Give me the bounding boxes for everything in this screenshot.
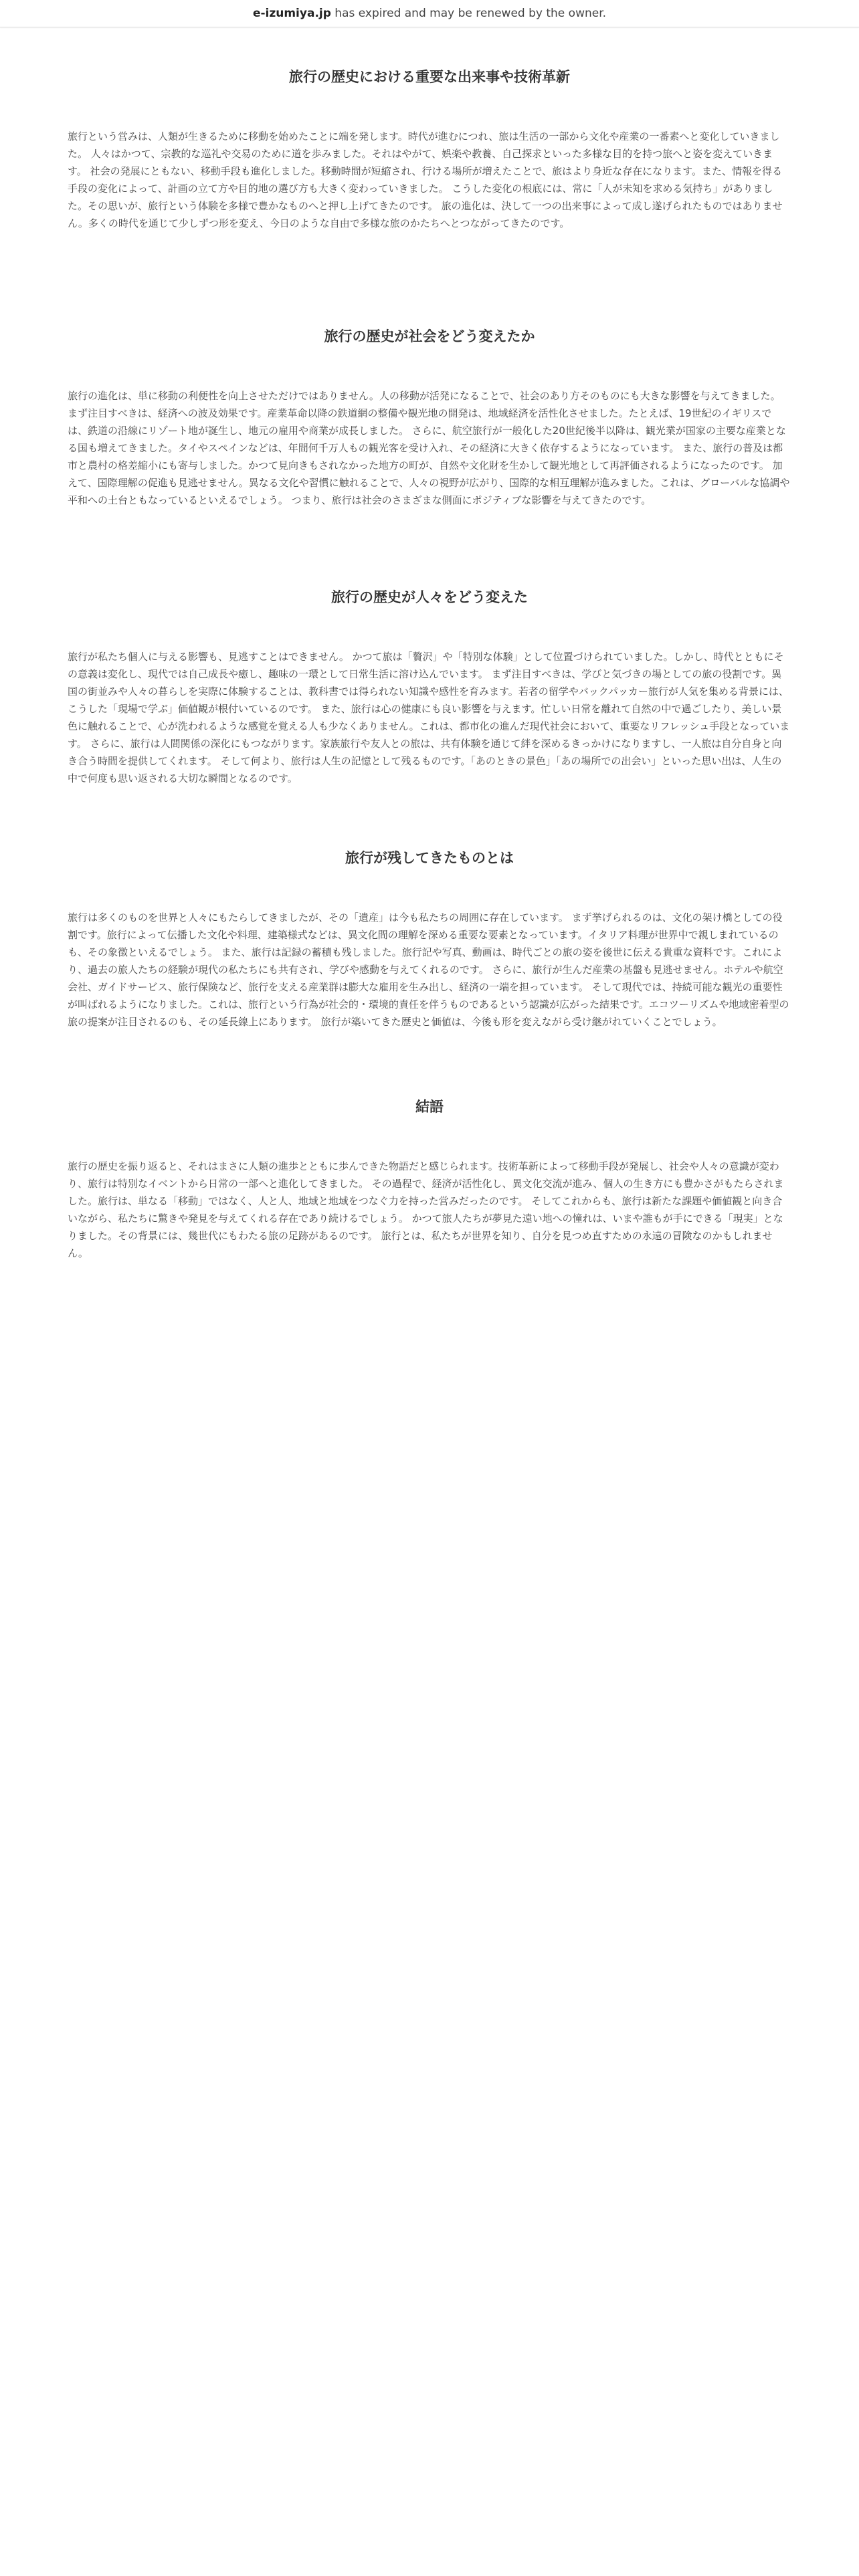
banner-message: has expired and may be renewed by the owner. bbox=[330, 7, 607, 20]
section-people-impact bbox=[68, 586, 791, 847]
section-conclusion bbox=[68, 1096, 791, 1257]
section-body: 旅行という営みは、人類が生きるために移動を始めたことに端を発します。時代が進むにつれ、旅は生活の一部から文化や産業の一番素へと変化していきました。 人々はかつて、宗教的な巡礼や交易のために道を歩みました。それはやがて、娯楽や教養、自己探求といった多様な目的を持つ旅へと姿を変えていきます。 社会の発展にともない、移動手段も進化しました。移動時間が短縮され、行ける場所が増えたことで、旅はより身近な存在になります。また、情報を得る手段の変化によって、計画の立て方や目的地の選び方も大きく変わっていきました。 こうした変化の根底には、常に「人が未知を求める気持ち」がありました。その思いが、旅行という体験を多様で豊かなものへと押し上げてきたのです。 旅の進化は、決して一つの出来事によって成し遂げられたものではありません。多くの時代を通じて少しずつ形を変え、今日のような自由で多様な旅のかたちへとつながってきたのです。 bbox=[68, 130, 783, 229]
section-heading: 結語 bbox=[415, 1099, 444, 1115]
section-history-events bbox=[68, 66, 791, 326]
article-content bbox=[68, 27, 791, 1257]
expired-domain-banner bbox=[0, 0, 859, 27]
section-legacy bbox=[68, 847, 791, 1096]
section-body: 旅行の歴史を振り返ると、それはまさに人類の進歩とともに歩んできた物語だと感じられます。技術革新によって移動手段が発展し、社会や人々の意識が変わり、旅行は特別なイベントから日常の一部へと進化してきました。 その過程で、経済が活性化し、異文化交流が進み、個人の生き方にも豊かさがもたらされました。旅行は、単なる「移動」ではなく、人と人、地域と地域をつなぐ力を持った営みだったのです。 そしてこれからも、旅行は新たな課題や価値観と向き合いながら、私たちに驚きや発見を与えてくれる存在であり続けるでしょう。 かつて旅人たちが夢見た遠い地への憧れは、いまや誰もが手にできる「現実」となりました。その背景には、幾世代にもわたる旅の足跡があるのです。 旅行とは、私たちが世界を知り、自分を見つめ直すための永遠の冒険なのかもしれません。 bbox=[68, 1160, 784, 1259]
section-heading: 旅行の歴史が人々をどう変えた bbox=[331, 589, 528, 605]
section-body: 旅行の進化は、単に移動の利便性を向上させただけではありません。人の移動が活発になることで、社会のあり方そのものにも大きな影響を与えてきました。 まず注目すべきは、経済への波及効果です。産業革命以降の鉄道網の整備や観光地の開発は、地域経済を活性化させました。たとえば、19世紀のイギリスでは、鉄道の沿線にリゾート地が誕生し、地元の雇用や商業が成長しました。 さらに、航空旅行が一般化した20世紀後半以降は、観光業が国家の主要な産業となる国も増えてきました。タイやスペインなどは、年間何千万人もの観光客を受け入れ、その経済に大きく依存するようになっています。 また、旅行の普及は都市と農村の格差縮小にも寄与しました。かつて見向きもされなかった地方の町が、自然や文化財を生かして観光地として再評価されるようになったのです。 加えて、国際理解の促進も見逃せません。異なる文化や習慣に触れることで、人々の視野が広がり、国際的な相互理解が進みました。これは、グローバルな協調や平和への土台ともなっているといえるでしょう。 つまり、旅行は社会のさまざまな側面にポジティブな影響を与えてきたのです。 bbox=[68, 390, 790, 506]
section-body: 旅行は多くのものを世界と人々にもたらしてきましたが、その「遺産」は今も私たちの周囲に存在しています。 まず挙げられるのは、文化の架け橋としての役割です。旅行によって伝播した文化や料理、建築様式などは、異文化間の理解を深める重要な要素となっています。イタリア料理が世界中で親しまれているのも、その象徴といえるでしょう。 また、旅行は記録の蓄積も残しました。旅行記や写真、動画は、時代ごとの旅の姿を後世に伝える貴重な資料です。これにより、過去の旅人たちの経験が現代の私たちにも共有され、学びや感動を与えてくれるのです。 さらに、旅行が生んだ産業の基盤も見逃せません。ホテルや航空会社、ガイドサービス、旅行保険など、旅行を支える産業群は膨大な雇用を生み出し、経済の一端を担っています。 そして現代では、持続可能な観光の重要性が叫ばれるようになりました。これは、旅行という行為が社会的・環境的責任を伴うものであるという認識が広がった結果です。エコツーリズムや地域密着型の旅の提案が注目されるのも、その延長線上にあります。 旅行が築いてきた歴史と価値は、今後も形を変えながら受け継がれていくことでしょう。 bbox=[68, 911, 789, 1028]
section-body: 旅行が私たち個人に与える影響も、見逃すことはできません。 かつて旅は「贅沢」や「特別な体験」として位置づけられていました。しかし、時代とともにその意義は変化し、現代では自己成長や癒し、趣味の一環として日常生活に溶け込んでいます。 まず注目すべきは、学びと気づきの場としての旅の役割です。異国の街並みや人々の暮らしを実際に体験することは、教科書では得られない知識や感性を育みます。若者の留学やバックパッカー旅行が人気を集める背景には、こうした「現場で学ぶ」価値観が根付いているのです。 また、旅行は心の健康にも良い影響を与えます。忙しい日常を離れて自然の中で過ごしたり、美しい景色に触れることで、心が洗われるような感覚を覚える人も少なくありません。これは、都市化の進んだ現代社会において、重要なリフレッシュ手段となっています。 さらに、旅行は人間関係の深化にもつながります。家族旅行や友人との旅は、共有体験を通じて絆を深めるきっかけになりますし、一人旅は自分自身と向き合う時間を提供してくれます。 そして何より、旅行は人生の記憶として残るものです。「あのときの景色」「あの場所での出会い」といった思い出は、人生の中で何度も思い返される大切な瞬間となるのです。 bbox=[68, 651, 790, 784]
banner-domain: e-izumiya.jp bbox=[252, 7, 331, 20]
section-heading: 旅行の歴史が社会をどう変えたか bbox=[324, 328, 535, 344]
section-society-impact bbox=[68, 326, 791, 586]
section-heading: 旅行が残してきたものとは bbox=[345, 850, 514, 866]
section-heading: 旅行の歴史における重要な出来事や技術革新 bbox=[289, 69, 570, 85]
